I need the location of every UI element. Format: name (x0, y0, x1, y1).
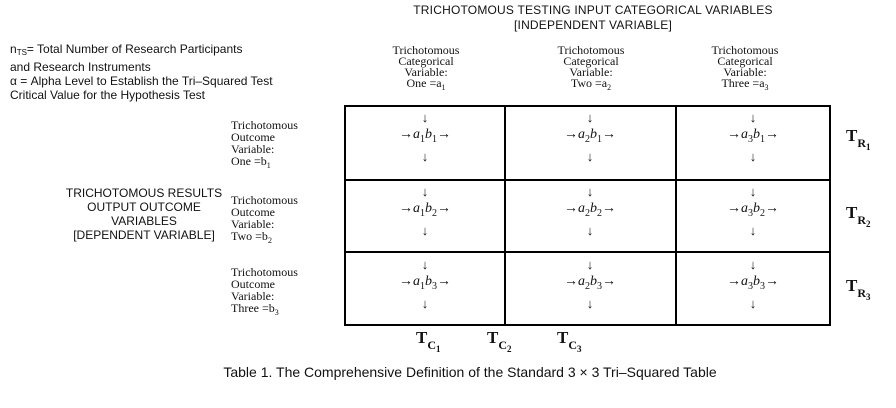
down-arrow-icon: ↓ (586, 110, 594, 125)
row-header-value-text: Three =b (231, 301, 275, 315)
top-title-line1: TRICHOTOMOUS TESTING INPUT CATEGORICAL VARIABLES (413, 3, 773, 17)
left-title-line1: TRICHOTOMOUS RESULTS (65, 186, 223, 200)
cell-expression (510, 199, 670, 224)
row-header-3 (231, 266, 331, 319)
legend-alpha-line1: α = Alpha Level to Establish the Tri–Squared Test (10, 74, 273, 88)
row-total-2 (846, 203, 871, 229)
total-R: R (857, 286, 867, 300)
cell-a: a (413, 201, 420, 216)
cell-a3-b2 (673, 185, 833, 238)
down-arrow-icon: ↓ (421, 257, 429, 272)
row-header-2 (231, 194, 331, 247)
cell-a1-b1 (345, 111, 505, 164)
column-total-3 (557, 328, 582, 354)
cell-b: b (753, 201, 760, 216)
row-header-line: Variable: (231, 289, 275, 303)
cell-a: a (578, 274, 585, 289)
arrow-in-icon: → (399, 127, 413, 142)
cell-expression (345, 272, 505, 297)
cell-a3-b1 (673, 111, 833, 164)
cell-expression (345, 199, 505, 224)
cell-b: b (590, 127, 597, 142)
total-T: T (846, 126, 858, 145)
n-symbol: n (10, 42, 17, 56)
col-header-value (516, 78, 666, 93)
grid-divider-horizontal (344, 179, 831, 181)
legend-alpha-line2: Critical Value for the Hypothesis Test (10, 88, 205, 102)
col-header-subscript: 2 (607, 83, 612, 92)
arrow-out-icon: → (765, 274, 779, 289)
down-arrow-icon: ↓ (749, 184, 757, 199)
col-header-value-text: One =a (406, 76, 442, 90)
arrow-in-icon: → (727, 201, 741, 216)
total-T: T (487, 328, 499, 347)
arrow-in-icon: → (564, 274, 578, 289)
down-arrow-icon: ↓ (749, 110, 757, 125)
row-header-value-text: Two =b (231, 229, 268, 243)
arrow-out-icon: → (765, 127, 779, 142)
arrow-out-icon: → (602, 201, 616, 216)
total-sub (427, 338, 440, 352)
cell-a-sub: 3 (748, 208, 753, 219)
down-arrow-icon: ↓ (421, 110, 429, 125)
total-sub (568, 338, 581, 352)
cell-b: b (590, 274, 597, 289)
cell-expression (673, 199, 833, 224)
cell-b: b (753, 274, 760, 289)
cell-a2-b1 (510, 111, 670, 164)
column-total-2 (487, 328, 512, 354)
cell-a-sub: 1 (420, 281, 425, 292)
down-arrow-icon: ↓ (421, 184, 429, 199)
col-header-value (670, 78, 820, 93)
cell-a1-b2 (345, 185, 505, 238)
col-header-subscript: 3 (764, 83, 769, 92)
arrow-out-icon: → (602, 127, 616, 142)
total-sub (857, 286, 870, 300)
col-header-value (351, 78, 501, 93)
total-C: C (498, 338, 508, 352)
col-header-line: Trichotomous (392, 43, 460, 57)
total-T: T (557, 328, 569, 347)
row-header-subscript: 1 (266, 161, 271, 170)
grid-divider-horizontal (344, 251, 831, 253)
cell-a: a (741, 127, 748, 142)
cell-expression (510, 125, 670, 150)
row-header-value (231, 230, 331, 247)
cell-b: b (590, 201, 597, 216)
down-arrow-icon: ↓ (421, 223, 429, 238)
cell-a-sub: 2 (585, 208, 590, 219)
legend-n-line2: and Research Instruments (10, 60, 151, 74)
arrow-out-icon: → (602, 274, 616, 289)
legend (10, 42, 273, 102)
cell-b-sub: 1 (597, 134, 602, 145)
row-header-line: Trichotomous (231, 265, 298, 279)
down-arrow-icon: ↓ (586, 223, 594, 238)
total-index: 1 (866, 142, 871, 152)
arrow-in-icon: → (399, 274, 413, 289)
cell-a3-b3 (673, 258, 833, 311)
n-subscript: TS (16, 48, 27, 57)
col-header-line: Variable: (404, 65, 448, 79)
dependent-variable-title (54, 186, 234, 242)
left-title-line3: VARIABLES (111, 214, 177, 228)
cell-a: a (413, 127, 420, 142)
top-title-line2: [INDEPENDENT VARIABLE] (514, 18, 672, 32)
cell-b-sub: 2 (597, 208, 602, 219)
left-title-line4: [DEPENDENT VARIABLE] (73, 228, 215, 242)
total-T: T (416, 328, 428, 347)
down-arrow-icon: ↓ (586, 149, 594, 164)
column-total-1 (416, 328, 441, 354)
total-sub (498, 338, 511, 352)
cell-a-sub: 3 (748, 134, 753, 145)
row-header-value (231, 155, 331, 172)
total-index: 3 (866, 292, 871, 302)
row-total-1 (846, 126, 871, 152)
total-sub (857, 213, 870, 227)
column-header-1 (351, 45, 501, 93)
cell-a: a (413, 274, 420, 289)
cell-b-sub: 1 (432, 134, 437, 145)
col-header-line: Categorical (398, 54, 454, 68)
row-header-subscript: 2 (267, 236, 272, 245)
cell-b-sub: 3 (432, 281, 437, 292)
arrow-out-icon: → (765, 201, 779, 216)
arrow-in-icon: → (727, 127, 741, 142)
cell-b: b (425, 127, 432, 142)
total-index: 1 (436, 344, 441, 354)
row-header-line: Trichotomous (231, 118, 298, 132)
cell-expression (510, 272, 670, 297)
down-arrow-icon: ↓ (749, 296, 757, 311)
col-header-line: Categorical (563, 54, 619, 68)
left-title-line2: OUTPUT OUTCOME (87, 200, 201, 214)
column-header-3 (670, 45, 820, 93)
cell-b: b (425, 274, 432, 289)
row-header-value-text: One =b (231, 154, 267, 168)
row-total-3 (846, 276, 871, 302)
down-arrow-icon: ↓ (586, 296, 594, 311)
total-C: C (568, 338, 578, 352)
cell-a-sub: 2 (585, 281, 590, 292)
arrow-out-icon: → (437, 201, 451, 216)
cell-a: a (741, 274, 748, 289)
cell-b-sub: 2 (760, 208, 765, 219)
cell-a: a (578, 201, 585, 216)
arrow-in-icon: → (564, 127, 578, 142)
row-header-line: Outcome (231, 277, 275, 291)
cell-a2-b3 (510, 258, 670, 311)
cell-b-sub: 3 (760, 281, 765, 292)
col-header-line: Categorical (717, 54, 773, 68)
total-R: R (857, 213, 867, 227)
total-index: 2 (866, 219, 871, 229)
cell-a-sub: 3 (748, 281, 753, 292)
top-title (398, 3, 788, 33)
cell-expression (673, 272, 833, 297)
col-header-line: Trichotomous (711, 43, 779, 57)
cell-a-sub: 1 (420, 134, 425, 145)
cell-a: a (741, 201, 748, 216)
cell-b-sub: 3 (597, 281, 602, 292)
arrow-out-icon: → (437, 274, 451, 289)
down-arrow-icon: ↓ (749, 223, 757, 238)
legend-n-line1 (10, 42, 273, 60)
total-index: 2 (507, 344, 512, 354)
col-header-line: Variable: (723, 65, 767, 79)
cell-b: b (425, 201, 432, 216)
total-index: 3 (577, 344, 582, 354)
cell-expression (345, 125, 505, 150)
total-R: R (857, 136, 867, 150)
total-C: C (427, 338, 437, 352)
col-header-subscript: 1 (441, 83, 446, 92)
down-arrow-icon: ↓ (586, 184, 594, 199)
row-header-line: Variable: (231, 142, 275, 156)
arrow-in-icon: → (399, 201, 413, 216)
cell-b: b (753, 127, 760, 142)
cell-a: a (578, 127, 585, 142)
down-arrow-icon: ↓ (749, 257, 757, 272)
cell-b-sub: 2 (432, 208, 437, 219)
down-arrow-icon: ↓ (421, 296, 429, 311)
down-arrow-icon: ↓ (421, 149, 429, 164)
arrow-in-icon: → (564, 201, 578, 216)
row-header-value (231, 302, 331, 319)
col-header-line: Trichotomous (557, 43, 625, 57)
table-caption: Table 1. The Comprehensive Definition of the Standard 3 × 3 Tri–Squared Table (223, 364, 717, 380)
col-header-line: Variable: (569, 65, 613, 79)
arrow-out-icon: → (437, 127, 451, 142)
col-header-value-text: Three =a (721, 76, 765, 90)
down-arrow-icon: ↓ (749, 149, 757, 164)
row-header-1 (231, 119, 331, 172)
n-definition: = Total Number of Research Participants (26, 42, 243, 56)
row-header-line: Outcome (231, 205, 275, 219)
total-sub (857, 136, 870, 150)
cell-expression (673, 125, 833, 150)
cell-a2-b2 (510, 185, 670, 238)
row-header-line: Variable: (231, 217, 275, 231)
col-header-value-text: Two =a (570, 76, 608, 90)
cell-b-sub: 1 (760, 134, 765, 145)
cell-a-sub: 2 (585, 134, 590, 145)
cell-a-sub: 1 (420, 208, 425, 219)
total-T: T (846, 203, 858, 222)
row-header-line: Outcome (231, 130, 275, 144)
down-arrow-icon: ↓ (586, 257, 594, 272)
row-header-line: Trichotomous (231, 193, 298, 207)
column-header-2 (516, 45, 666, 93)
arrow-in-icon: → (727, 274, 741, 289)
total-T: T (846, 276, 858, 295)
cell-a1-b3 (345, 258, 505, 311)
row-header-subscript: 3 (274, 308, 279, 317)
